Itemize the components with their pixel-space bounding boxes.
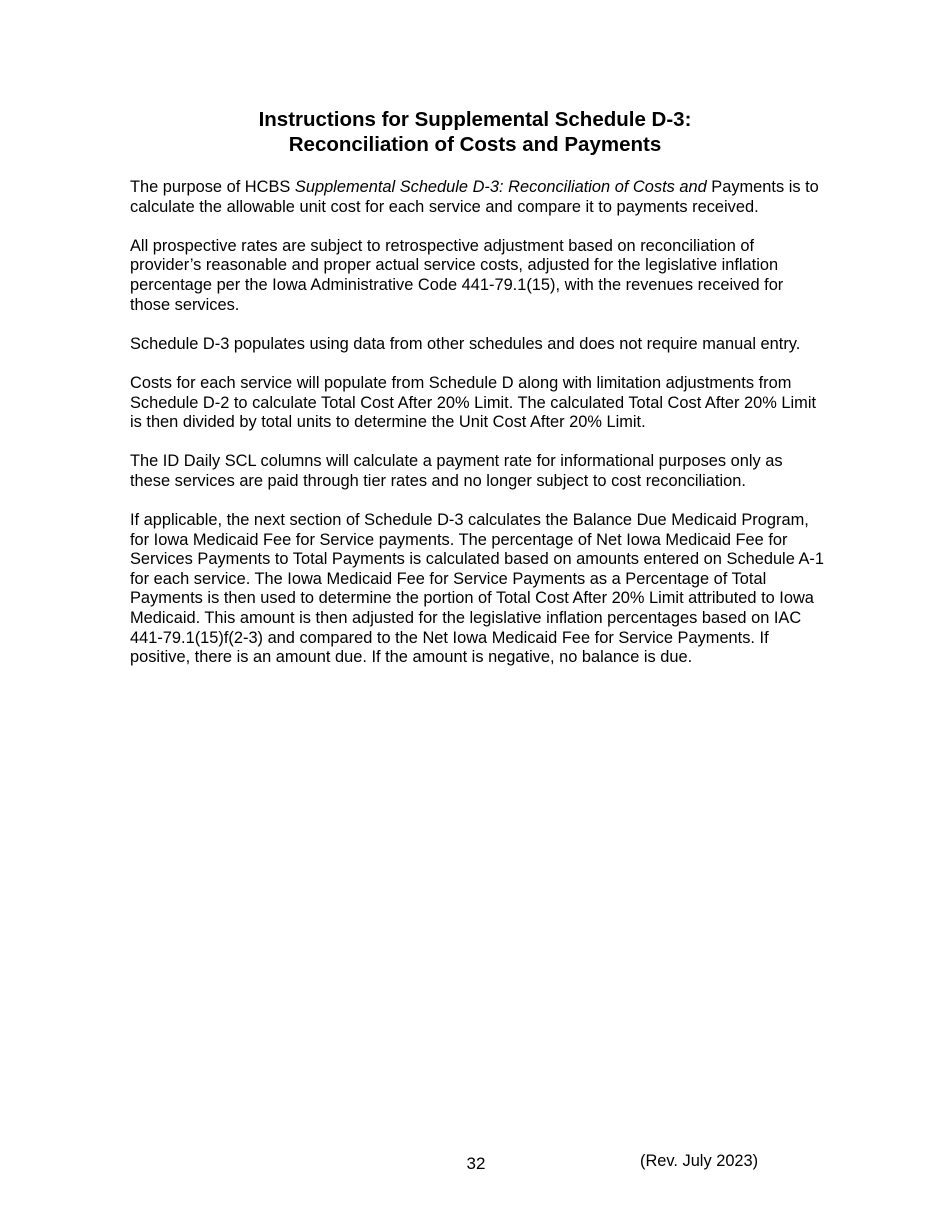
paragraph-purpose bbox=[130, 178, 825, 217]
paragraph-id-daily-scl: The ID Daily SCL columns will calculate a payment rate for informational purposes only as these services are paid through tier rates and no longer subject to cost reconciliation. bbox=[130, 452, 783, 490]
page-title bbox=[130, 107, 820, 157]
paragraph-purpose-lead: The purpose of HCBS bbox=[130, 178, 295, 196]
title-line-1: Instructions for Supplemental Schedule D-3: bbox=[258, 108, 692, 131]
paragraph-balance-due: If applicable, the next section of Schedule D-3 calculates the Balance Due Medicaid Program, for Iowa Medicaid Fee for Service payments. The percentage of Net Iowa Medicaid Fee for Services Payments to Total Payments is calculated based on amounts entered on Schedule A-1 for each service. The Iowa Medicaid Fee for Service Payments as a Percentage of Total Payments is then used to determine the portion of Total Cost After 20% Limit attributed to Iowa Medicaid. This amount is then adjusted for the legislative inflation percentages based on IAC 441-79.1(15)f(2-3) and compared to the Net Iowa Medicaid Fee for Service Payments. If positive, there is an amount due. If the amount is negative, no balance is due. bbox=[130, 511, 824, 667]
revision-date: (Rev. July 2023) bbox=[640, 1152, 759, 1170]
page-number: 32 bbox=[466, 1154, 486, 1173]
paragraph-populates: Schedule D-3 populates using data from other schedules and does not require manual entry. bbox=[130, 334, 801, 353]
body-text bbox=[130, 178, 825, 687]
schedule-title-italic: Supplemental Schedule D-3: Reconciliation of Costs and bbox=[294, 178, 707, 196]
paragraph-costs: Costs for each service will populate from Schedule D along with limitation adjustments from Schedule D-2 to calculate Total Cost After 20% Limit. The calculated Total Cost After 20% Limit is then divided by total units to determine the Unit Cost After 20% Limit. bbox=[130, 373, 817, 432]
title-line-2: Reconciliation of Costs and Payments bbox=[288, 133, 662, 156]
paragraph-prospective-rates: All prospective rates are subject to retrospective adjustment based on reconciliation of provider’s reasonable and proper actual service costs, adjusted for the legislative inflation percentage per the Iowa Administrative Code 441-79.1(15), with the revenues received for those services. bbox=[130, 236, 784, 314]
paragraph-purpose-tail: Payments is to calculate the allowable unit cost for each service and compare it to payments received. bbox=[130, 178, 819, 216]
